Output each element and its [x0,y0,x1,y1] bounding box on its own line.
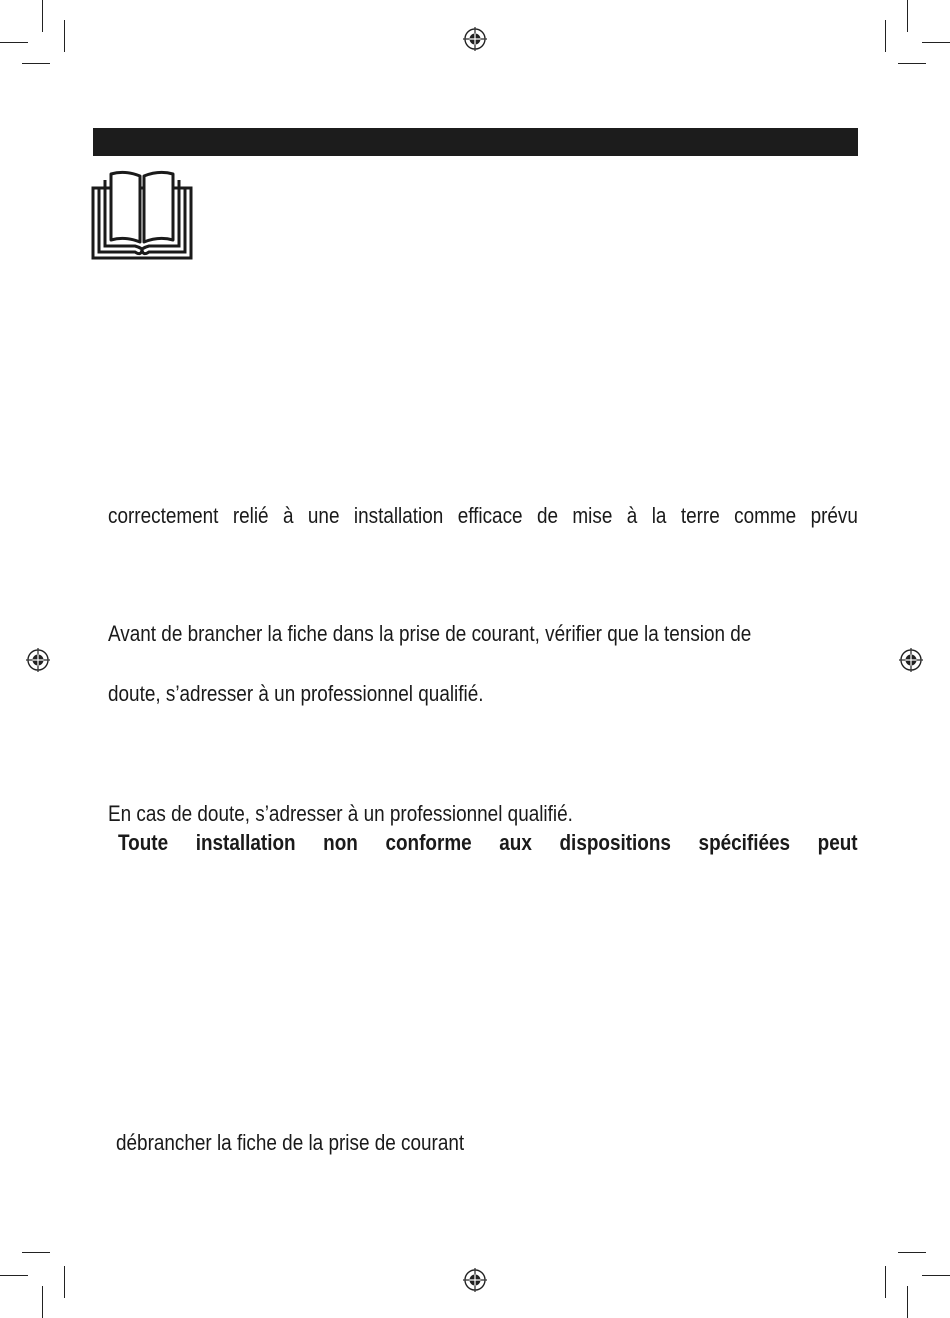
crop-mark [22,1252,50,1253]
crop-mark [885,20,886,52]
crop-mark [0,42,28,43]
crop-mark [898,63,926,64]
crop-mark [64,20,65,52]
crop-mark [885,1266,886,1298]
crop-mark [922,1275,950,1276]
crop-mark [22,63,50,64]
body-text-line: débrancher la fiche de la prise de courant [116,1130,465,1155]
body-text-line: correctement relié à une installation efficace de mise à la terre comme prévu [108,503,858,528]
open-book-icon [91,170,193,260]
body-text-line: En cas de doute, s’adresser à un professionnel qualifié. [108,801,573,826]
crop-mark [42,1286,43,1318]
crop-mark [898,1252,926,1253]
crop-mark [907,0,908,32]
registration-mark-icon [26,648,50,672]
registration-mark-icon [463,1268,487,1292]
registration-mark-icon [463,27,487,51]
body-text-line: doute, s’adresser à un professionnel qualifié. [108,681,484,706]
crop-mark [907,1286,908,1318]
section-header-bar [93,128,858,156]
crop-mark [42,0,43,32]
warning-text-line: Toute installation non conforme aux dispositions spécifiées peut [118,830,858,855]
crop-mark [0,1275,28,1276]
crop-mark [64,1266,65,1298]
crop-mark [922,42,950,43]
registration-mark-icon [899,648,923,672]
body-text-line: Avant de brancher la fiche dans la prise de courant, vérifier que la tension de [108,621,752,646]
